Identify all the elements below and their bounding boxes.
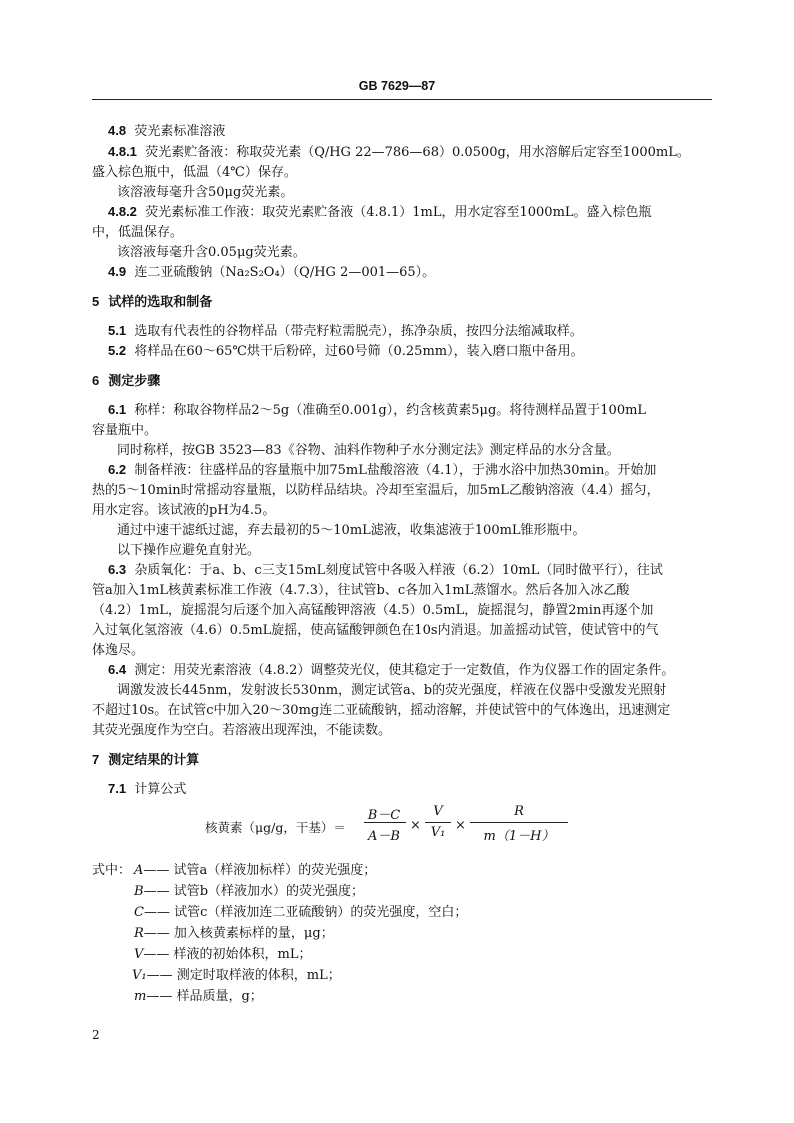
line-6-3: 6.3 杂质氧化：于a、b、c三支15mL刻度试管中各吸入样液（6.2）10mL（同时做平行），往试 (108, 562, 663, 578)
line-4-8-2: 4.8.2 荧光素标准工作液：取荧光素贮备液（4.8.1）1mL，用水定容至1000mL。盛入棕色瓶 (108, 204, 652, 220)
line-6-1: 6.1 称样：称取谷物样品2～5g（准确至0.001g），约含核黄素5μg。将待测样品置于100mL (108, 402, 647, 418)
line-6-2-light: 以下操作应避免直射光。 (117, 543, 261, 558)
line-6-4-cont2: 不超过10s。在试管c中加入20～30mg连二亚硫酸钠，摇动溶解，并使试管中的气体逸出，迅速测定 (92, 703, 671, 718)
section-6-heading: 6 测定步骤 (92, 373, 161, 389)
formula-lhs: 核黄素（μg/g，干基）＝ (205, 820, 346, 835)
def-V1: V₁—— 测定时取样液的体积，mL； (132, 968, 341, 983)
frac2-denominator: V₁ (430, 825, 446, 840)
def-B: B—— 试管b（样液加水）的荧光强度； (134, 884, 365, 899)
line-5-2: 5.2 将样品在60～65℃烘干后粉碎，过60号筛（0.25mm），装入磨口瓶中备用。 (108, 343, 584, 359)
line-4-8-2-cont: 中，低温保存。 (92, 225, 184, 240)
def-V: V—— 样液的初始体积，mL； (134, 947, 312, 962)
line-7-1: 7.1 计算公式 (108, 781, 187, 797)
frac1-bar (364, 822, 406, 823)
line-4-9: 4.9 连二亚硫酸钠（Na₂S₂O₄）（Q/HG 2—001—65）。 (108, 264, 436, 280)
line-6-1-moisture: 同时称样，按GB 3523—83《谷物、油料作物种子水分测定法》测定样品的水分含量。 (117, 443, 620, 458)
def-C: C—— 试管c（样液加连二亚硫酸钠）的荧光强度，空白； (134, 905, 468, 920)
frac3-denominator: m（1－H） (483, 829, 555, 844)
line-6-2-cont1: 热的5～10min时常摇动容量瓶，以防样品结块。冷却至室温后，加5mL乙酸钠溶液（4.4）摇匀， (92, 483, 660, 498)
line-6-3-cont1: 管a加入1mL核黄素标准工作液（4.7.3），往试管b、c各加入1mL蒸馏水。然后各加入冰乙酸 (92, 583, 630, 598)
header-rule (92, 99, 712, 100)
frac1-numerator: B－C (367, 808, 401, 823)
line-4-8-2-note: 该溶液每毫升含0.05μg荧光素。 (117, 245, 306, 260)
line-6-3-cont4: 体逸尽。 (92, 643, 145, 658)
line-4-8-1: 4.8.1 荧光素贮备液：称取荧光素（Q/HG 22—786—68）0.0500g，用水溶解后定容至1000mL。 (108, 144, 690, 160)
frac2-bar (425, 822, 451, 823)
line-6-2-filter: 通过中速干滤纸过滤，弃去最初的5～10mL滤液，收集滤液于100mL锥形瓶中。 (117, 523, 586, 538)
line-6-4-cont3: 其荧光强度作为空白。若溶液出现浑浊，不能读数。 (92, 723, 392, 738)
line-4-8-1-cont: 盛入棕色瓶中，低温（4℃）保存。 (92, 165, 297, 180)
page-header: GB 7629—87 (358, 79, 436, 93)
frac2-numerator: V (433, 804, 443, 819)
line-5-1: 5.1 选取有代表性的谷物样品（带壳籽粒需脱壳），拣净杂质，按四分法缩减取样。 (108, 323, 583, 339)
frac3-bar (470, 822, 568, 823)
line-4-8: 4.8 荧光素标准溶液 (108, 123, 226, 139)
line-4-8-1-note: 该溶液每毫升含50μg荧光素。 (117, 185, 294, 200)
page-number: 2 (92, 1028, 100, 1042)
section-7-heading: 7 测定结果的计算 (92, 752, 200, 768)
line-6-2-cont2: 用水定容。该试液的pH为4.5。 (92, 503, 276, 518)
frac3-numerator: R (514, 804, 524, 819)
line-6-3-cont2: （4.2）1mL，旋摇混匀后逐个加入高锰酸钾溶液（4.5）0.5mL，旋摇混匀，静置2min再逐个加 (92, 603, 654, 618)
where-label: 式中： (92, 863, 132, 878)
def-R: R—— 加入核黄素标样的量，μg； (134, 926, 334, 941)
line-6-1-cont: 容量瓶中。 (92, 423, 158, 438)
times-1: × (410, 818, 421, 833)
def-A: A—— 试管a（样液加标样）的荧光强度； (134, 863, 377, 878)
frac1-denominator: A－B (368, 829, 400, 844)
line-6-4: 6.4 测定：用荧光素溶液（4.8.2）调整荧光仪，使其稳定于一定数值，作为仪器工作的固定条件。 (108, 662, 675, 678)
def-m: m—— 样品质量，g； (134, 989, 263, 1004)
line-6-2: 6.2 制备样液：往盛样品的容量瓶中加75mL盐酸溶液（4.1），于沸水浴中加热30min。开始加 (108, 462, 657, 478)
line-6-4-cont1: 调激发波长445nm，发射波长530nm，测定试管a、b的荧光强度，样液在仪器中受激发光照射 (117, 683, 667, 698)
line-6-3-cont3: 入过氧化氢溶液（4.6）0.5mL旋摇，使高锰酸钾颜色在10s内消退。加盖摇动试管，使试管中的气 (92, 623, 659, 638)
times-2: × (455, 818, 466, 833)
section-5-heading: 5 试样的选取和制备 (92, 294, 213, 310)
